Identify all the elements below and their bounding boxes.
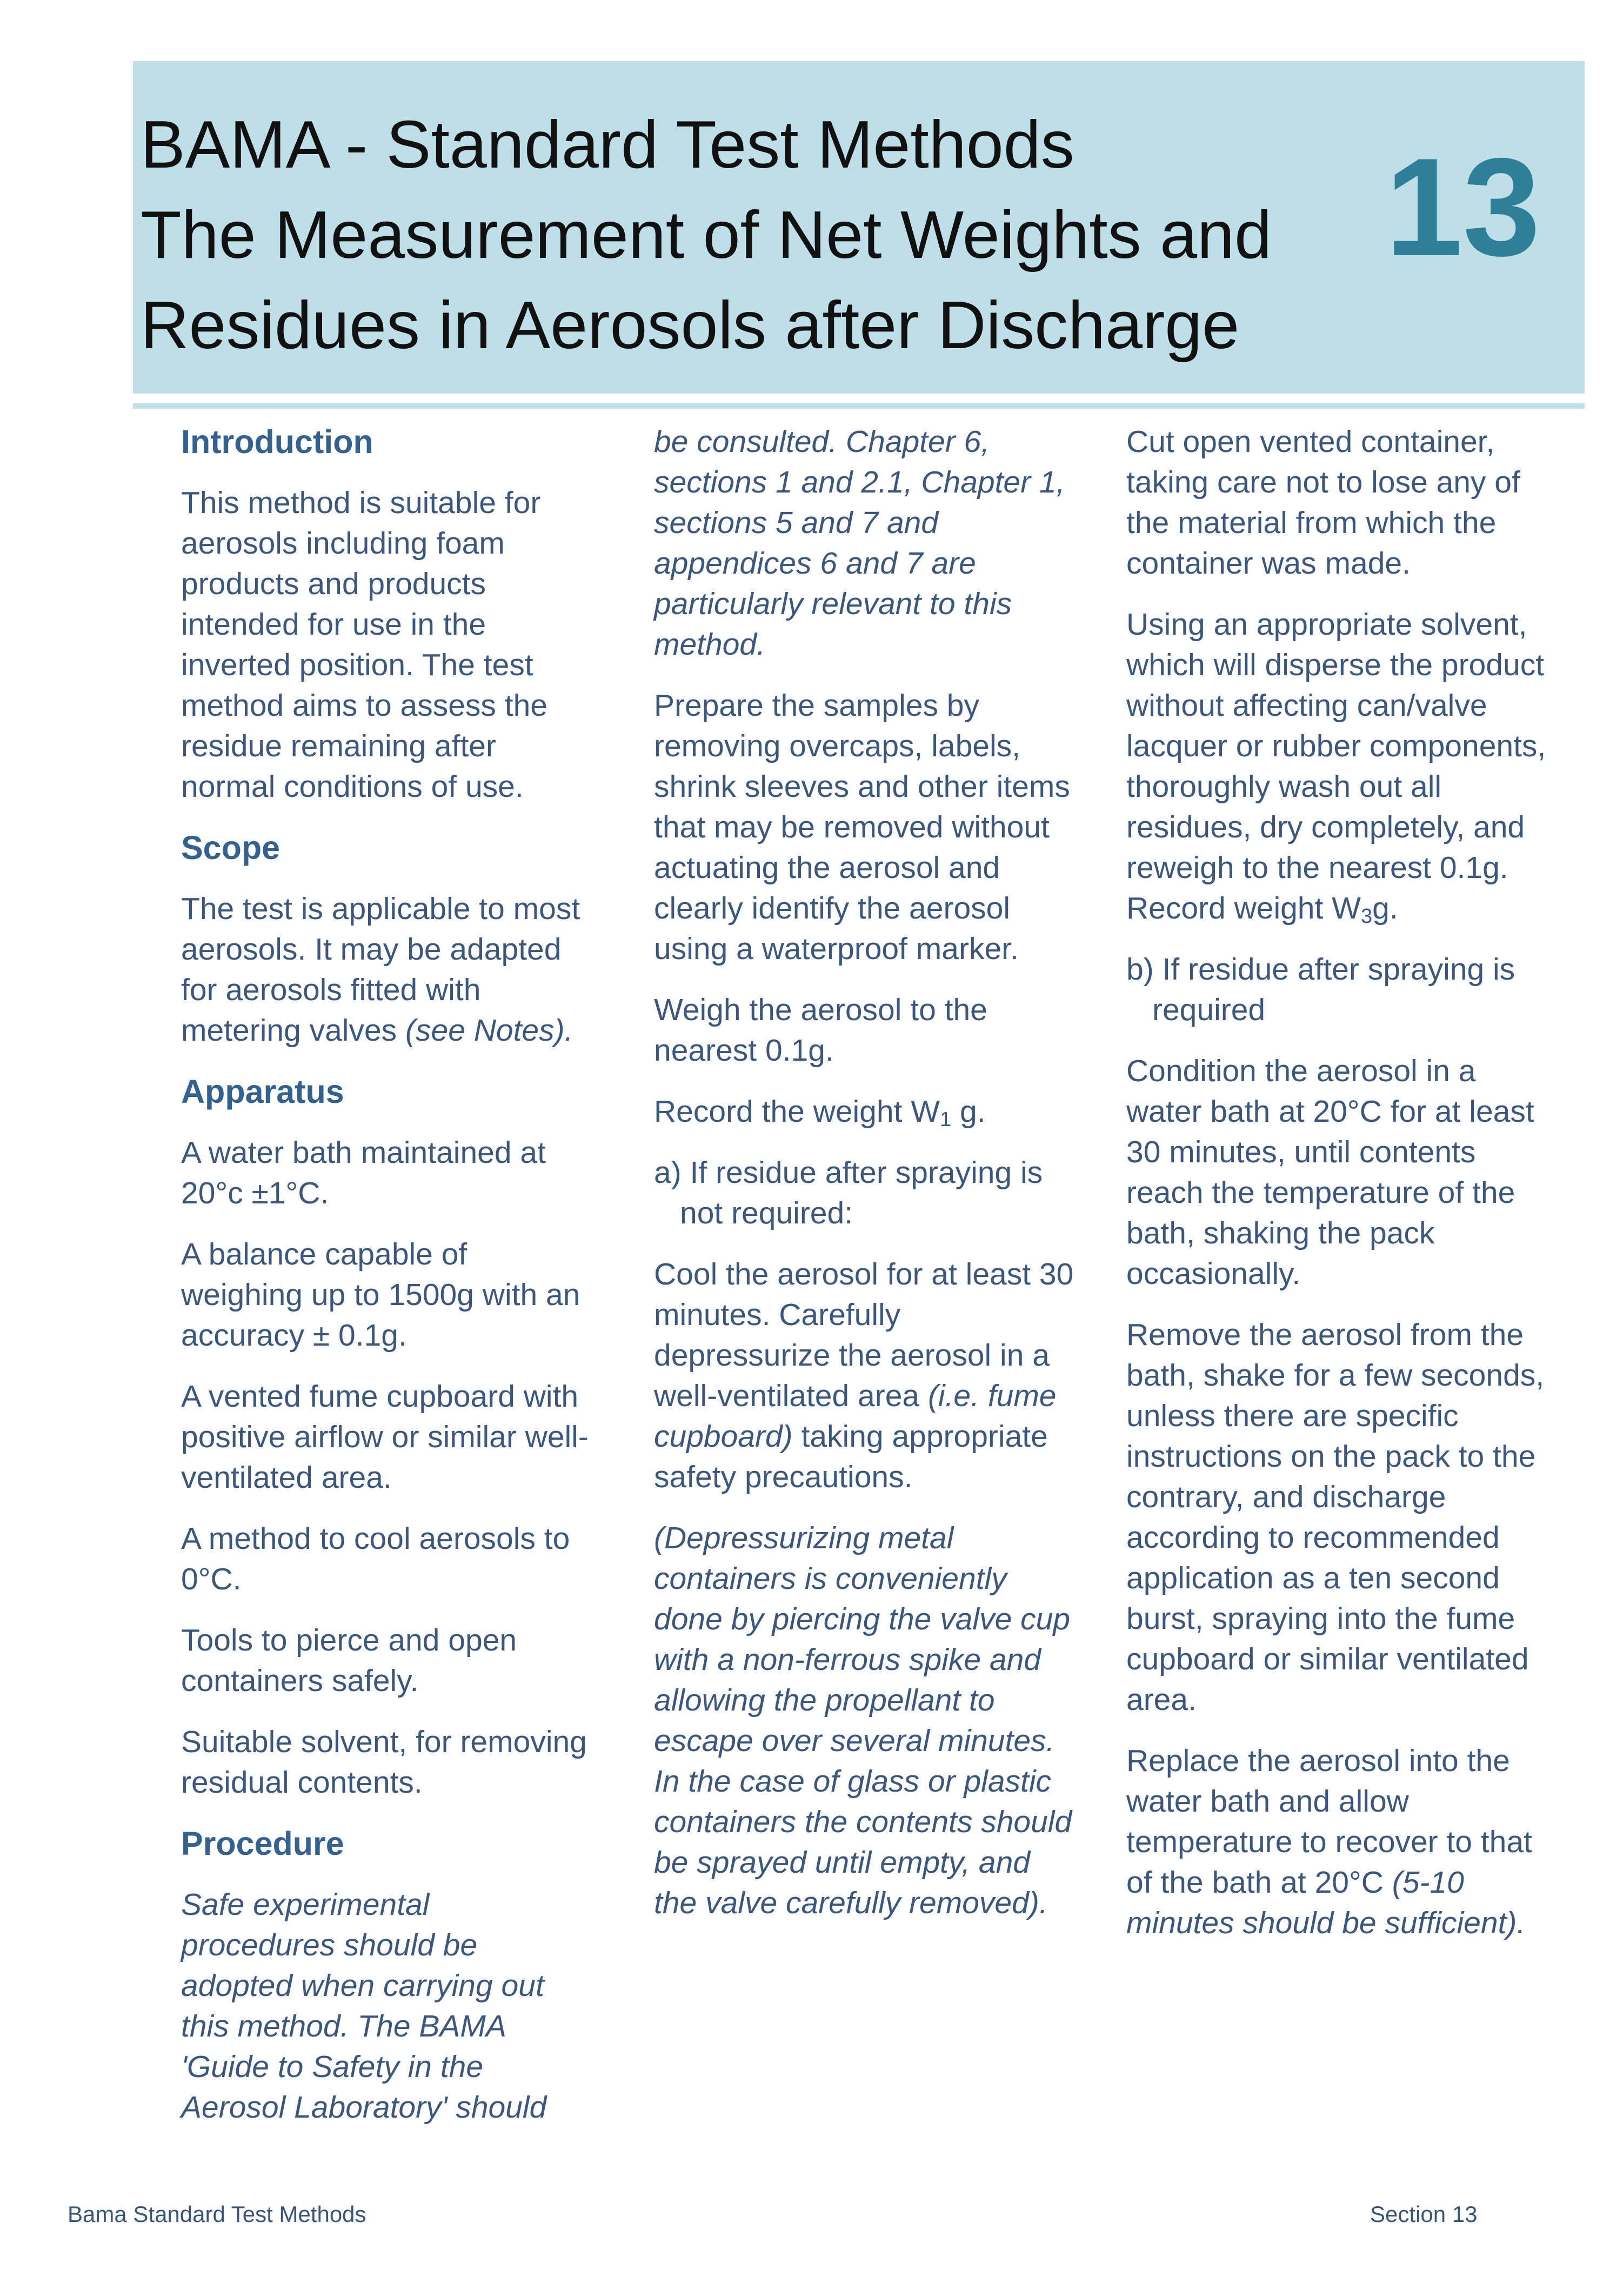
footer-document-name: Bama Standard Test Methods — [68, 2201, 366, 2227]
apparatus-item: A vented fume cupboard with positive airflow or similar well-ventilated area. — [181, 1379, 589, 1495]
footer-section-label: Section 13 — [1370, 2201, 1478, 2227]
apparatus-item: A water bath maintained at 20°c ±1°C. — [181, 1135, 546, 1210]
column-2 — [654, 422, 1076, 1944]
column-3 — [1126, 422, 1548, 1964]
cut-open-text: Cut open vented container, taking care not to lose any of the material from which the container was made. — [1126, 424, 1520, 581]
introduction-text: This method is suitable for aerosols including foam products and products intended for use in the inverted position. The test method aims to assess the residue remaining after normal conditions of use. — [181, 485, 547, 804]
weigh-aerosol-text: Weigh the aerosol to the nearest 0.1g. — [654, 993, 987, 1068]
procedure-heading: Procedure — [181, 1825, 344, 1862]
condition-aerosol-text: Condition the aerosol in a water bath at 20°C for at least 30 minutes, until contents reach the temperature of the bath, shaking the pack occasionally. — [1126, 1054, 1534, 1291]
depressurizing-note: (Depressurizing metal containers is conveniently done by piercing the valve cup with a non-ferrous spike and allowing the propellant to escape over several minutes. In the case of glass or plastic containers the contents should be sprayed until empty, and the valve carefully removed). — [654, 1521, 1072, 1920]
prepare-samples-text: Prepare the samples by removing overcaps, labels, shrink sleeves and other items that may be removed without actuating the aerosol and clearly identify the aerosol using a waterproof marker. — [654, 688, 1070, 966]
solvent-wash-text: Using an appropriate solvent, which will disperse the product without affecting can/valve lacquer or rubber components, thoroughly wash out all residues, dry completely, and reweigh to the nearest 0.1g. Record weight $W_3g$. — [1126, 607, 1546, 928]
scope-note-link: (see Notes). — [405, 1013, 573, 1048]
cool-aerosol-text: Cool the aerosol for at least 30 minutes. Carefully depressurize the aerosol in a well-ventilated area (i.e. fume cupboard) taking appropriate safety precautions. — [654, 1257, 1074, 1494]
case-b-heading: b) If residue after spraying is required — [1126, 952, 1515, 1027]
section-number: 13 — [1385, 129, 1540, 285]
case-a-heading: a) If residue after spraying is not required: — [654, 1155, 1043, 1230]
remove-aerosol-text: Remove the aerosol from the bath, shake for a few seconds, unless there are specific instructions on the pack to the contrary, and discharge according to recommended application as a ten second burst, spraying into the fume cupboard or similar ventilated area. — [1126, 1317, 1545, 1717]
header-banner — [133, 61, 1585, 394]
scope-heading: Scope — [181, 829, 280, 866]
apparatus-item: A method to cool aerosols to 0°C. — [181, 1521, 570, 1596]
apparatus-item: Tools to pierce and open containers safely. — [181, 1623, 517, 1698]
apparatus-item: A balance capable of weighing up to 1500g with an accuracy ± 0.1g. — [181, 1237, 580, 1353]
column-1 — [181, 422, 592, 2148]
replace-aerosol-text: Replace the aerosol into the water bath and allow temperature to recover to that of the bath at 20°C (5-10 minutes should be sufficient). — [1126, 1743, 1532, 1940]
safety-guide-continued: be consulted. Chapter 6, sections 1 and 2.1, Chapter 1, sections 5 and 7 and appendices 6 and 7 are particularly relevant to this method. — [654, 424, 1065, 662]
header-divider — [133, 403, 1585, 409]
document-title-line-2: Residues in Aerosols after Discharge — [141, 288, 1240, 363]
document-title-line-1: The Measurement of Net Weights and — [141, 198, 1272, 272]
series-title: BAMA - Standard Test Methods — [141, 108, 1074, 182]
apparatus-heading: Apparatus — [181, 1073, 344, 1110]
record-weight-text: Record the weight $W_1$ g. — [654, 1094, 986, 1131]
scope-text: The test is applicable to most aerosols. It may be adapted for aerosols fitted with metering valves (see Notes). — [181, 891, 580, 1048]
apparatus-item: Suitable solvent, for removing residual contents. — [181, 1725, 587, 1800]
procedure-safety-text: Safe experimental procedures should be adopted when carrying out this method. The BAMA 'Guide to Safety in the Aerosol Laboratory' should — [181, 1887, 547, 2125]
introduction-heading: Introduction — [181, 423, 373, 460]
